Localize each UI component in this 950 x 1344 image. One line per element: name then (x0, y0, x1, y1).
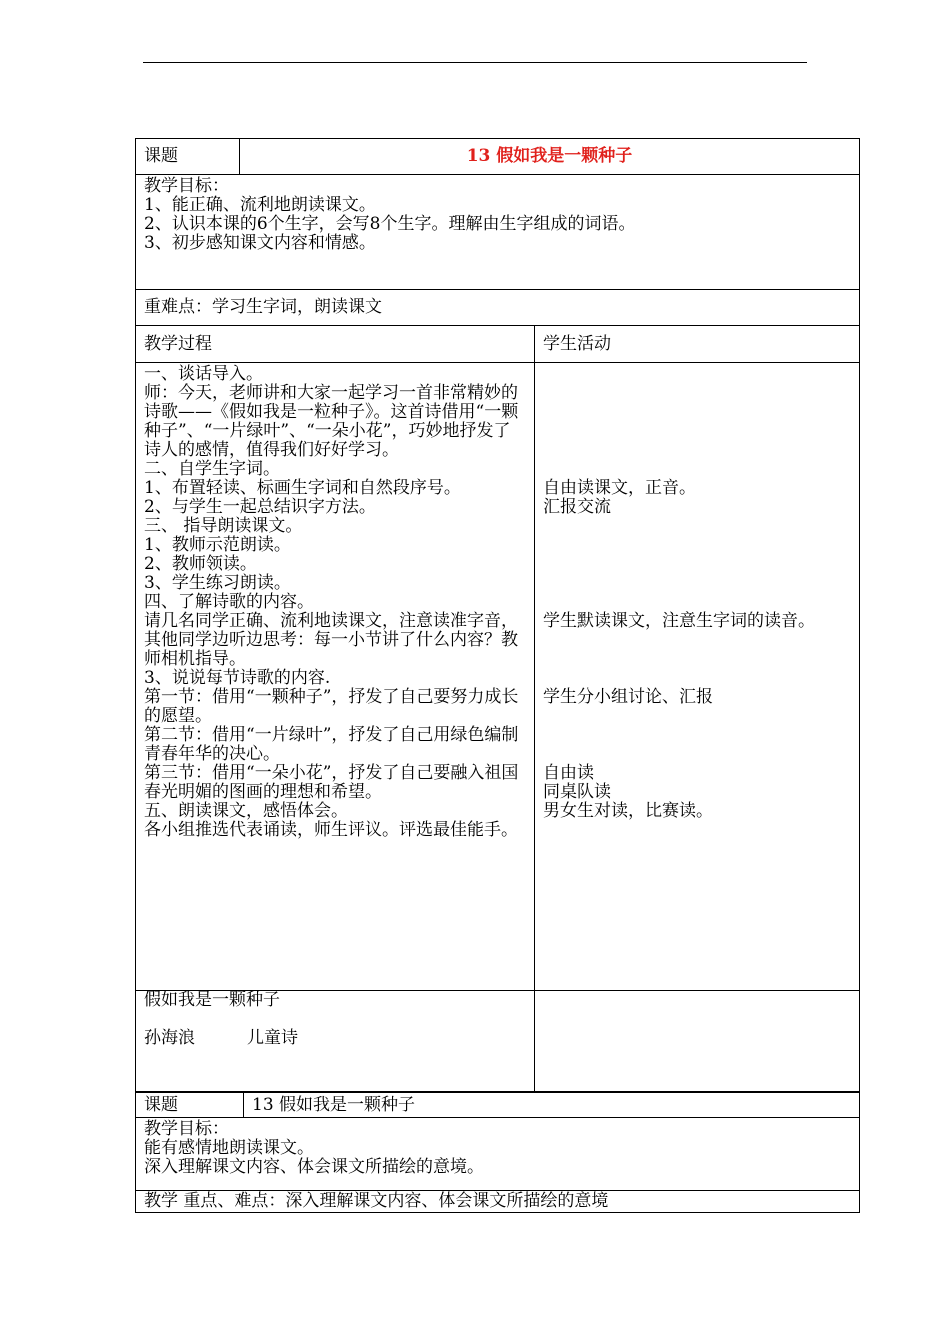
process-step: 师：今天，老师讲和大家一起学习一首非常精妙的诗歌——《假如我是一粒种子》。这首诗借用“一颗种子”、“一片绿叶”、“一朵小花”，巧妙地抒发了诗人的感情，值得我们好好学习。 (144, 383, 519, 460)
process-step: 五、朗读课文，感悟体会。 (144, 801, 348, 821)
student-activities (535, 363, 860, 991)
activity-item: 自由读 (543, 763, 594, 783)
activity-item: 汇报交流 (543, 497, 611, 517)
goal-item: 深入理解课文内容、体会课文所描绘的意境。 (144, 1157, 484, 1177)
process-step: 3、学生练习朗读。 (144, 573, 291, 593)
activity-item: 同桌队读 (543, 782, 611, 802)
subject-label: 课题 (136, 139, 240, 175)
teaching-goals (136, 1118, 860, 1191)
key-points: 重难点：学习生字词，朗读课文 (136, 290, 860, 326)
process-header: 教学过程 (136, 326, 535, 363)
lesson-plan-table-1 (135, 138, 860, 1092)
goals-heading: 教学目标： (144, 176, 229, 196)
board-empty-cell (535, 991, 860, 1092)
process-step: 2、教师领读。 (144, 554, 257, 574)
process-step: 一、谈话导入。 (144, 364, 263, 384)
lesson-title: 13 假如我是一颗种子 (244, 1093, 860, 1118)
board-author: 孙海浪 (144, 1028, 195, 1048)
activity-header: 学生活动 (535, 326, 860, 363)
board-design (136, 991, 535, 1092)
board-genre: 儿童诗 (247, 1028, 298, 1048)
goal-item: 1、能正确、流利地朗读课文。 (144, 195, 376, 215)
activity-item: 学生分小组讨论、汇报 (543, 687, 713, 707)
teaching-process (136, 363, 535, 991)
teaching-goals (136, 175, 860, 290)
process-step: 2、与学生一起总结识字方法。 (144, 497, 376, 517)
process-step: 二、自学生字词。 (144, 459, 280, 479)
process-step: 请几名同学正确、流利地读课文，注意读准字音，其他同学边听边思考：每一小节讲了什么内容？教师相机指导。 (144, 611, 518, 669)
process-step: 各小组推选代表诵读，师生评议。评选最佳能手。 (144, 820, 518, 840)
goal-item: 2、认识本课的6个生字，会写8个生字。理解由生字组成的词语。 (144, 214, 636, 234)
subject-label: 课题 (136, 1093, 244, 1118)
lesson-title: 13 假如我是一颗种子 (240, 139, 860, 175)
process-step: 第三节：借用“一朵小花”，抒发了自己要融入祖国春光明媚的图画的理想和希望。 (144, 763, 519, 802)
goal-item: 能有感情地朗读课文。 (144, 1138, 314, 1158)
key-points: 教学 重点、难点：深入理解课文内容、体会课文所描绘的意境 (136, 1191, 860, 1213)
activity-item: 男女生对读，比赛读。 (543, 801, 713, 821)
process-step: 第一节：借用“一颗种子”，抒发了自己要努力成长的愿望。 (144, 687, 519, 726)
process-step: 1、布置轻读、标画生字词和自然段序号。 (144, 478, 461, 498)
activity-item: 学生默读课文，注意生字词的读音。 (543, 611, 815, 631)
process-step: 第二节：借用“一片绿叶”，抒发了自己用绿色编制青春年华的决心。 (144, 725, 519, 764)
activity-item: 自由读课文，正音。 (543, 478, 696, 498)
process-step: 3、说说每节诗歌的内容. (144, 668, 331, 688)
header-rule (143, 62, 807, 63)
board-title: 假如我是一颗种子 (144, 990, 280, 1010)
process-step: 三、 指导朗读课文。 (144, 516, 303, 536)
process-step: 1、教师示范朗读。 (144, 535, 291, 555)
process-step: 四、了解诗歌的内容。 (144, 592, 314, 612)
lesson-plan-table-2 (135, 1092, 860, 1213)
goal-item: 3、初步感知课文内容和情感。 (144, 233, 376, 253)
goals-heading: 教学目标： (144, 1119, 229, 1139)
board-meta (144, 1029, 526, 1048)
